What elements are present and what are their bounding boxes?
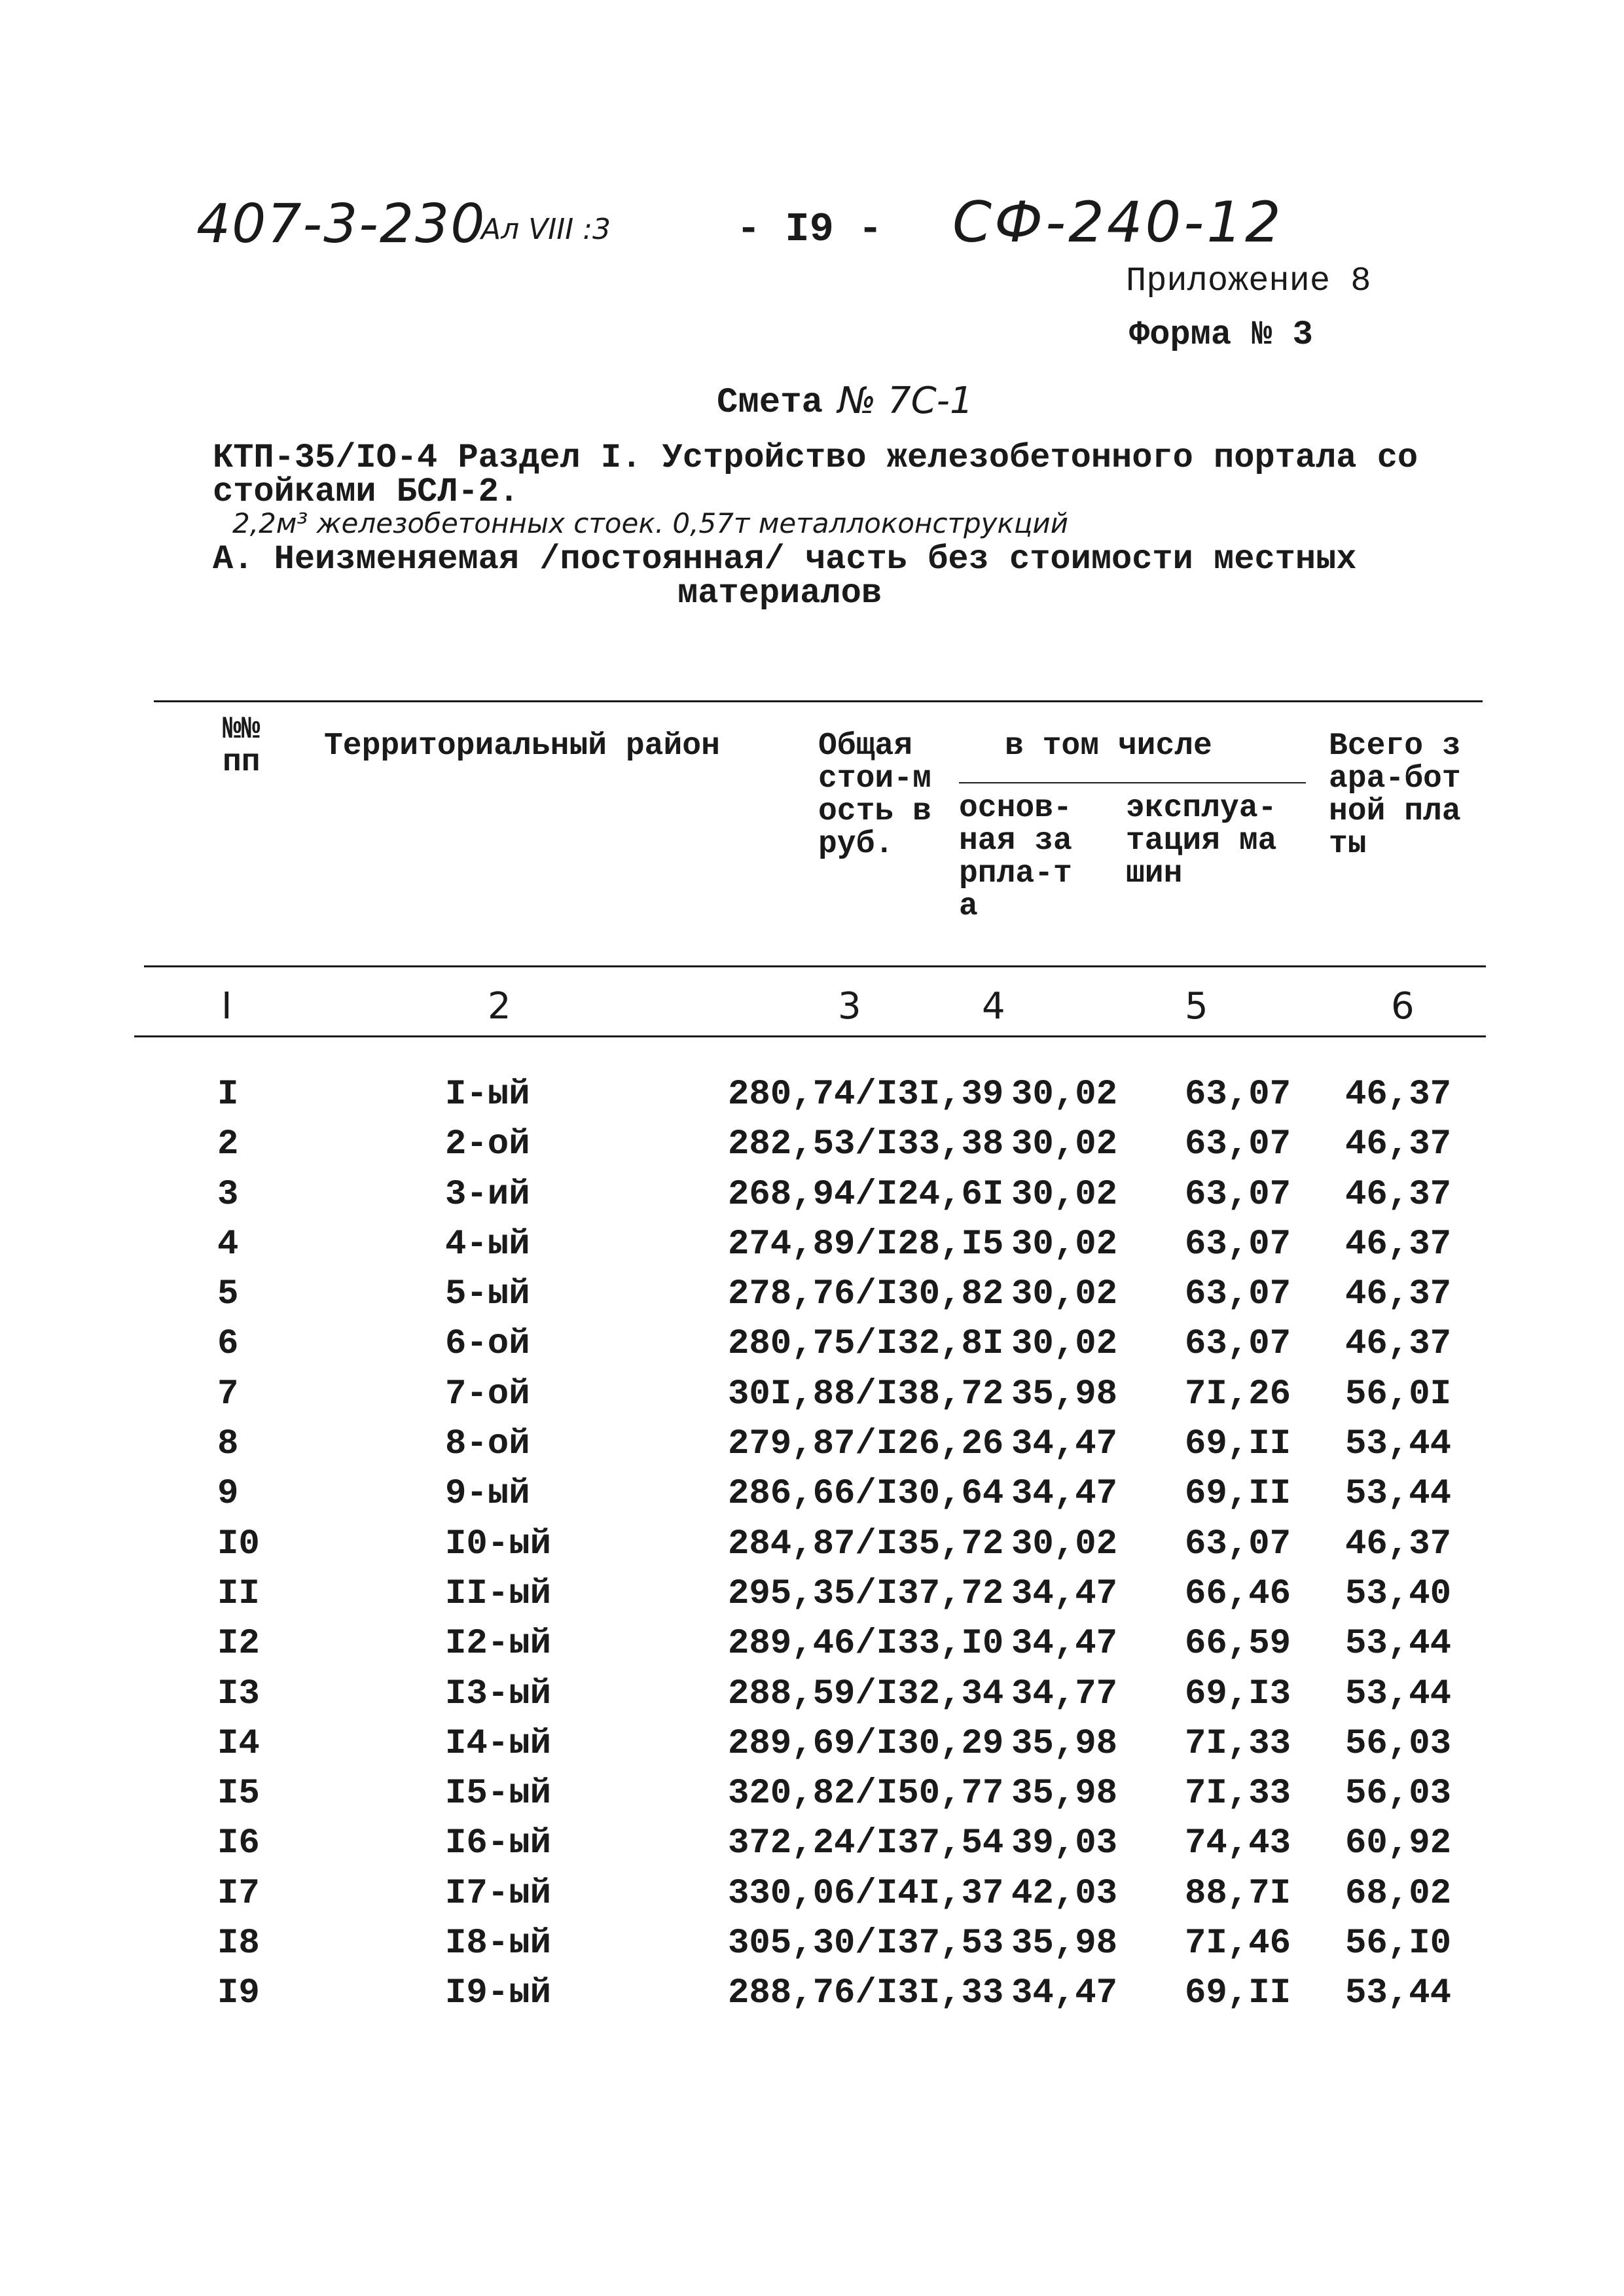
row-machine-operation: 63,07 xyxy=(1185,1524,1291,1564)
document-code-sub: Ал VIII :3 xyxy=(481,213,611,246)
row-total-wages: 53,44 xyxy=(1345,1674,1452,1714)
row-base-salary: 30,02 xyxy=(1011,1274,1118,1315)
table-row xyxy=(0,1973,1624,2023)
row-base-salary: 30,02 xyxy=(1011,1124,1118,1165)
table-row xyxy=(0,1474,1624,1524)
row-region: 2-ой xyxy=(445,1124,530,1165)
row-number: I4 xyxy=(217,1723,260,1764)
row-base-salary: 42,03 xyxy=(1011,1873,1118,1914)
row-region: I5-ый xyxy=(445,1774,552,1814)
row-machine-operation: 63,07 xyxy=(1185,1224,1291,1265)
table-row xyxy=(0,1674,1624,1724)
row-total-wages: 46,37 xyxy=(1345,1224,1452,1265)
row-number: 5 xyxy=(217,1274,239,1315)
column-number-3: 3 xyxy=(838,985,861,1028)
column-number-1: I xyxy=(221,985,232,1028)
handwritten-note: 2,2м³ железобетонных стоек. 0,57т металлоконструкций xyxy=(232,507,1069,539)
row-region: 3-ий xyxy=(445,1174,530,1215)
row-number: 4 xyxy=(217,1224,239,1265)
row-region: I3-ый xyxy=(445,1674,552,1714)
row-total-cost: 372,24/I37,54 xyxy=(728,1823,1004,1864)
row-region: II-ый xyxy=(445,1573,552,1614)
row-base-salary: 30,02 xyxy=(1011,1524,1118,1564)
row-number: I xyxy=(217,1075,239,1115)
row-total-wages: 46,37 xyxy=(1345,1075,1452,1115)
part-title-line2: материалов xyxy=(677,574,882,613)
row-number: I7 xyxy=(217,1873,260,1914)
row-base-salary: 34,47 xyxy=(1011,1474,1118,1515)
row-machine-operation: 63,07 xyxy=(1185,1075,1291,1115)
table-row xyxy=(0,1124,1624,1174)
row-machine-operation: 7I,46 xyxy=(1185,1924,1291,1964)
table-row xyxy=(0,1924,1624,1973)
row-total-cost: 295,35/I37,72 xyxy=(728,1573,1004,1614)
row-number: 3 xyxy=(217,1174,239,1215)
row-number: 7 xyxy=(217,1374,239,1414)
column-number-2: 2 xyxy=(488,985,511,1028)
estimate-label: Смета xyxy=(717,383,823,423)
row-total-cost: 279,87/I26,26 xyxy=(728,1424,1004,1465)
row-number: I5 xyxy=(217,1774,260,1814)
row-region: I7-ый xyxy=(445,1873,552,1914)
row-total-wages: 46,37 xyxy=(1345,1174,1452,1215)
row-total-cost: 30I,88/I38,72 xyxy=(728,1374,1004,1414)
row-region: I0-ый xyxy=(445,1524,552,1564)
table-row xyxy=(0,1424,1624,1474)
row-total-cost: 282,53/I33,38 xyxy=(728,1124,1004,1165)
row-region: I9-ый xyxy=(445,1973,552,2014)
row-number: I0 xyxy=(217,1524,260,1564)
part-title-line1: А. Неизменяемая /постоянная/ часть без стоимости местных xyxy=(213,540,1357,579)
row-total-cost: 305,30/I37,53 xyxy=(728,1924,1004,1964)
row-base-salary: 30,02 xyxy=(1011,1174,1118,1215)
row-machine-operation: 88,7I xyxy=(1185,1873,1291,1914)
row-base-salary: 35,98 xyxy=(1011,1774,1118,1814)
row-machine-operation: 69,II xyxy=(1185,1424,1291,1465)
row-number: I2 xyxy=(217,1624,260,1664)
estimate-number: № 7С-1 xyxy=(838,380,973,422)
table-top-rule xyxy=(154,700,1483,702)
row-number: I6 xyxy=(217,1823,260,1864)
row-total-cost: 280,75/I32,8I xyxy=(728,1324,1004,1365)
row-base-salary: 34,47 xyxy=(1011,1573,1118,1614)
table-row xyxy=(0,1574,1624,1624)
header-wages: Всего зара-ботной платы xyxy=(1329,728,1461,862)
row-total-cost: 284,87/I35,72 xyxy=(728,1524,1004,1564)
row-total-cost: 289,46/I33,I0 xyxy=(728,1624,1004,1664)
row-machine-operation: 66,46 xyxy=(1185,1573,1291,1614)
row-machine-operation: 74,43 xyxy=(1185,1823,1291,1864)
form-label: Форма № 3 xyxy=(1129,315,1313,354)
row-machine-operation: 7I,33 xyxy=(1185,1723,1291,1764)
column-numbers-rule xyxy=(134,1035,1486,1037)
row-total-wages: 46,37 xyxy=(1345,1274,1452,1315)
row-base-salary: 34,47 xyxy=(1011,1424,1118,1465)
row-region: 6-ой xyxy=(445,1324,530,1365)
header-machines: эксплуа-тация машин xyxy=(1126,791,1277,891)
row-region: I8-ый xyxy=(445,1924,552,1964)
header-bottom-rule xyxy=(144,965,1486,967)
row-number: I3 xyxy=(217,1674,260,1714)
table-row xyxy=(0,1175,1624,1225)
row-base-salary: 30,02 xyxy=(1011,1224,1118,1265)
row-total-cost: 288,76/I3I,33 xyxy=(728,1973,1004,2014)
row-base-salary: 39,03 xyxy=(1011,1823,1118,1864)
row-base-salary: 30,02 xyxy=(1011,1075,1118,1115)
row-region: 7-ой xyxy=(445,1374,530,1414)
row-total-wages: 56,0I xyxy=(1345,1374,1452,1414)
row-total-wages: 53,44 xyxy=(1345,1624,1452,1664)
row-region: I2-ый xyxy=(445,1624,552,1664)
row-machine-operation: 69,II xyxy=(1185,1474,1291,1515)
table-row xyxy=(0,1225,1624,1274)
row-number: I8 xyxy=(217,1924,260,1964)
table-row xyxy=(0,1774,1624,1823)
document-code-left: 407-3-230 xyxy=(196,193,486,255)
row-number: 8 xyxy=(217,1424,239,1465)
row-total-cost: 268,94/I24,6I xyxy=(728,1174,1004,1215)
table-row xyxy=(0,1075,1624,1124)
row-total-cost: 289,69/I30,29 xyxy=(728,1723,1004,1764)
row-number: II xyxy=(217,1573,260,1614)
table-row xyxy=(0,1823,1624,1873)
table-row xyxy=(0,1274,1624,1324)
row-base-salary: 35,98 xyxy=(1011,1374,1118,1414)
row-region: I6-ый xyxy=(445,1823,552,1864)
column-number-6: 6 xyxy=(1391,985,1415,1028)
row-base-salary: 35,98 xyxy=(1011,1723,1118,1764)
row-region: I4-ый xyxy=(445,1723,552,1764)
section-title-line1: КТП-35/IO-4 Раздел I. Устройство железобетонного портала со xyxy=(213,439,1418,477)
row-base-salary: 30,02 xyxy=(1011,1324,1118,1365)
row-total-wages: 56,03 xyxy=(1345,1723,1452,1764)
row-machine-operation: 69,II xyxy=(1185,1973,1291,2014)
row-base-salary: 35,98 xyxy=(1011,1924,1118,1964)
header-salary: основ-ная зарпла-та xyxy=(959,791,1072,924)
row-region: 4-ый xyxy=(445,1224,530,1265)
row-total-cost: 274,89/I28,I5 xyxy=(728,1224,1004,1265)
row-total-wages: 60,92 xyxy=(1345,1823,1452,1864)
column-number-5: 5 xyxy=(1185,985,1208,1028)
row-total-cost: 278,76/I30,82 xyxy=(728,1274,1004,1315)
column-number-4: 4 xyxy=(982,985,1005,1028)
row-machine-operation: 7I,33 xyxy=(1185,1774,1291,1814)
row-total-cost: 330,06/I4I,37 xyxy=(728,1873,1004,1914)
table-row xyxy=(0,1874,1624,1924)
document-code-right: СФ-240-12 xyxy=(952,190,1284,255)
table-row xyxy=(0,1524,1624,1574)
row-base-salary: 34,47 xyxy=(1011,1624,1118,1664)
row-total-wages: 53,44 xyxy=(1345,1474,1452,1515)
table-body xyxy=(0,1075,1624,2024)
row-number: 6 xyxy=(217,1324,239,1365)
row-base-salary: 34,47 xyxy=(1011,1973,1118,2014)
row-total-wages: 56,I0 xyxy=(1345,1924,1452,1964)
including-rule xyxy=(959,782,1306,783)
row-machine-operation: 63,07 xyxy=(1185,1324,1291,1365)
header-including: в том числе xyxy=(1005,728,1212,764)
row-region: I-ый xyxy=(445,1075,530,1115)
table-row xyxy=(0,1624,1624,1674)
row-total-cost: 288,59/I32,34 xyxy=(728,1674,1004,1714)
row-machine-operation: 69,I3 xyxy=(1185,1674,1291,1714)
row-total-wages: 53,44 xyxy=(1345,1424,1452,1465)
row-machine-operation: 63,07 xyxy=(1185,1274,1291,1315)
row-machine-operation: 7I,26 xyxy=(1185,1374,1291,1414)
row-region: 9-ый xyxy=(445,1474,530,1515)
row-total-cost: 286,66/I30,64 xyxy=(728,1474,1004,1515)
row-number: 9 xyxy=(217,1474,239,1515)
row-number: 2 xyxy=(217,1124,239,1165)
page-number: - I9 - xyxy=(736,206,883,253)
header-total: Общая стои-мость в руб. xyxy=(818,728,931,862)
row-total-wages: 46,37 xyxy=(1345,1324,1452,1365)
row-total-cost: 280,74/I3I,39 xyxy=(728,1075,1004,1115)
section-title-line2: стойками БСЛ-2. xyxy=(213,473,520,511)
header-num: №№ пп xyxy=(223,712,261,780)
row-region: 8-ой xyxy=(445,1424,530,1465)
row-machine-operation: 66,59 xyxy=(1185,1624,1291,1664)
header-region: Территориальный район xyxy=(324,728,720,764)
row-base-salary: 34,77 xyxy=(1011,1674,1118,1714)
row-machine-operation: 63,07 xyxy=(1185,1124,1291,1165)
row-total-wages: 68,02 xyxy=(1345,1873,1452,1914)
row-total-wages: 53,40 xyxy=(1345,1573,1452,1614)
row-total-cost: 320,82/I50,77 xyxy=(728,1774,1004,1814)
row-total-wages: 46,37 xyxy=(1345,1124,1452,1165)
table-row xyxy=(0,1324,1624,1374)
row-total-wages: 56,03 xyxy=(1345,1774,1452,1814)
table-row xyxy=(0,1724,1624,1774)
row-total-wages: 53,44 xyxy=(1345,1973,1452,2014)
row-total-wages: 46,37 xyxy=(1345,1524,1452,1564)
appendix-label: Приложение 8 xyxy=(1126,262,1371,300)
table-row xyxy=(0,1374,1624,1424)
row-number: I9 xyxy=(217,1973,260,2014)
row-region: 5-ый xyxy=(445,1274,530,1315)
row-machine-operation: 63,07 xyxy=(1185,1174,1291,1215)
